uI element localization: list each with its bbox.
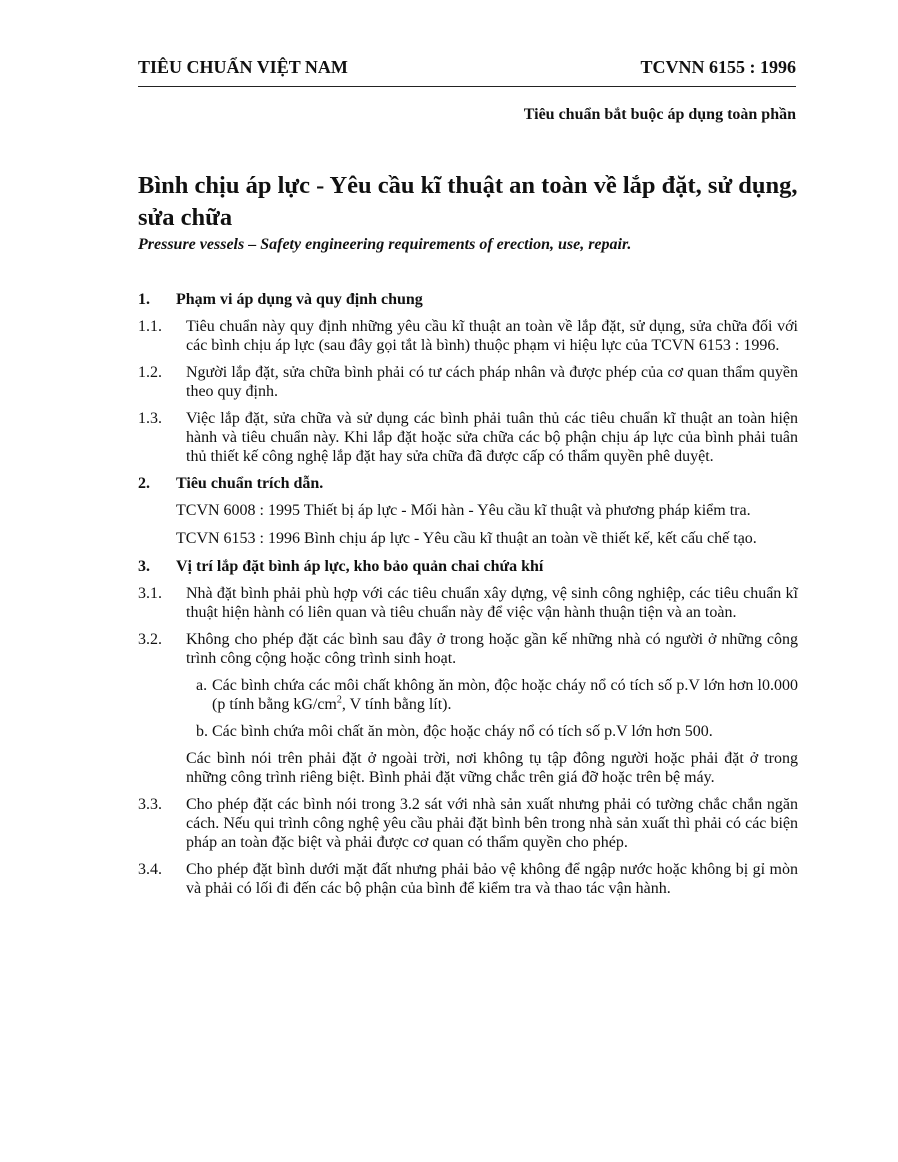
header-standard-code: TCVNN 6155 : 1996 xyxy=(640,57,796,77)
clause xyxy=(138,317,798,355)
clause-text: Tiêu chuẩn này quy định những yêu cầu kĩ thuật an toàn về lắp đặt, sử dụng, sửa chữa đối với các bình chịu áp lực (sau đây gọi tắt là bình) thuộc phạm vi hiệu lực của TCVN 6153 : 1996. xyxy=(186,318,798,354)
page-header xyxy=(138,57,796,78)
clause xyxy=(138,584,798,622)
clause-text: Người lắp đặt, sửa chữa bình phải có tư cách pháp nhân và được phép của cơ quan thẩm quyền theo quy định. xyxy=(186,364,798,400)
sub-clause-a xyxy=(196,676,798,714)
sub-clause-b xyxy=(196,722,798,741)
section-title: Vị trí lắp đặt bình áp lực, kho bảo quản chai chứa khí xyxy=(176,558,544,575)
clause xyxy=(138,409,798,466)
clause-number: 1.1. xyxy=(138,318,162,335)
clause-number: 3.1. xyxy=(138,585,162,602)
clause-number: 1.3. xyxy=(138,410,162,427)
clause xyxy=(138,860,798,898)
sub-clause-text: Các bình chứa môi chất ăn mòn, độc hoặc cháy nổ có tích số p.V lớn hơn 500. xyxy=(212,723,713,740)
sub-clause-text-part: Các bình chứa các môi chất không ăn mòn, độc hoặc cháy nổ có tích số p.V lớn hơn l0.000 (p tính bằng kG/cm xyxy=(212,677,798,713)
clause xyxy=(138,795,798,852)
clause-text: Việc lắp đặt, sửa chữa và sử dụng các bình phải tuân thủ các tiêu chuẩn kĩ thuật an toàn hiện hành và tiêu chuẩn này. Khi lắp đặt hoặc sửa chữa các bộ phận chịu áp lực của bình phải tuân thủ thiết kế công nghệ lắp đặt hay sửa chữa đã được cấp có thẩm quyền phê duyệt. xyxy=(186,410,798,465)
sub-clause-label: b. xyxy=(196,723,208,740)
mandatory-note: Tiêu chuẩn bắt buộc áp dụng toàn phần xyxy=(523,106,796,123)
section-title: Tiêu chuẩn trích dẫn. xyxy=(176,475,324,492)
header-standard-label: TIÊU CHUẨN VIỆT NAM xyxy=(138,57,348,77)
clause xyxy=(138,363,798,401)
section-heading xyxy=(138,557,798,576)
clause-number: 1.2. xyxy=(138,364,162,381)
section-title: Phạm vi áp dụng và quy định chung xyxy=(176,291,423,308)
header-divider xyxy=(138,86,796,87)
clause-number: 3.3. xyxy=(138,796,162,813)
clause-number: 3.2. xyxy=(138,631,162,648)
reference-entry: TCVN 6008 : 1995 Thiết bị áp lực - Mối hàn - Yêu cầu kĩ thuật và phương pháp kiểm tra. xyxy=(176,502,751,519)
clause-text: Cho phép đặt bình dưới mặt đất nhưng phải bảo vệ không để ngập nước hoặc không bị gỉ mòn và phải có lối đi đến các bộ phận của bình để kiểm tra và thao tác vận hành. xyxy=(186,861,798,897)
clause xyxy=(138,630,798,668)
section-number: 1. xyxy=(138,291,150,308)
sub-clause-label: a. xyxy=(196,677,208,694)
section-number: 2. xyxy=(138,475,150,492)
clause-text: Không cho phép đặt các bình sau đây ở trong hoặc gần kế những nhà có người ở những công trình công cộng hoặc công trình sinh hoạt. xyxy=(186,631,798,667)
clause-note: Các bình nói trên phải đặt ở ngoài trời, nơi không tụ tập đông người hoặc phải đặt ở trong những công trình riêng biệt. Bình phải đặt vững chắc trên giá đỡ hoặc trên bệ máy. xyxy=(186,750,798,786)
sub-clause-text-part: , V tính bằng lít). xyxy=(341,696,452,713)
document-subtitle: Pressure vessels – Safety engineering requirements of erection, use, repair. xyxy=(138,236,632,253)
clause-text: Cho phép đặt các bình nói trong 3.2 sát với nhà sản xuất nhưng phải có tường chắc chắn ngăn cách. Nếu qui trình công nghệ yêu cầu phải đặt bình bên trong nhà sản xuất thì phải có các biện pháp an toàn đặc biệt và phải được cơ quan có thẩm quyền cho phép. xyxy=(186,796,798,851)
sub-clause-text xyxy=(212,676,798,714)
clause-text: Nhà đặt bình phải phù hợp với các tiêu chuẩn xây dựng, vệ sinh công nghiệp, các tiêu chuẩn kĩ thuật hiện hành có liên quan và tiêu chuẩn này để việc vận hành thuận tiện và an toàn. xyxy=(186,585,798,621)
section-number: 3. xyxy=(138,558,150,575)
clause-number: 3.4. xyxy=(138,861,162,878)
document-body xyxy=(138,290,798,906)
section-heading xyxy=(138,290,798,309)
section-heading xyxy=(138,474,798,493)
reference-entry: TCVN 6153 : 1996 Bình chịu áp lực - Yêu cầu kĩ thuật an toàn về thiết kế, kết cấu chế tạo. xyxy=(176,530,757,547)
document-title: Bình chịu áp lực - Yêu cầu kĩ thuật an toàn về lắp đặt, sử dụng, sửa chữa xyxy=(138,172,798,231)
superscript: 2 xyxy=(336,694,342,706)
